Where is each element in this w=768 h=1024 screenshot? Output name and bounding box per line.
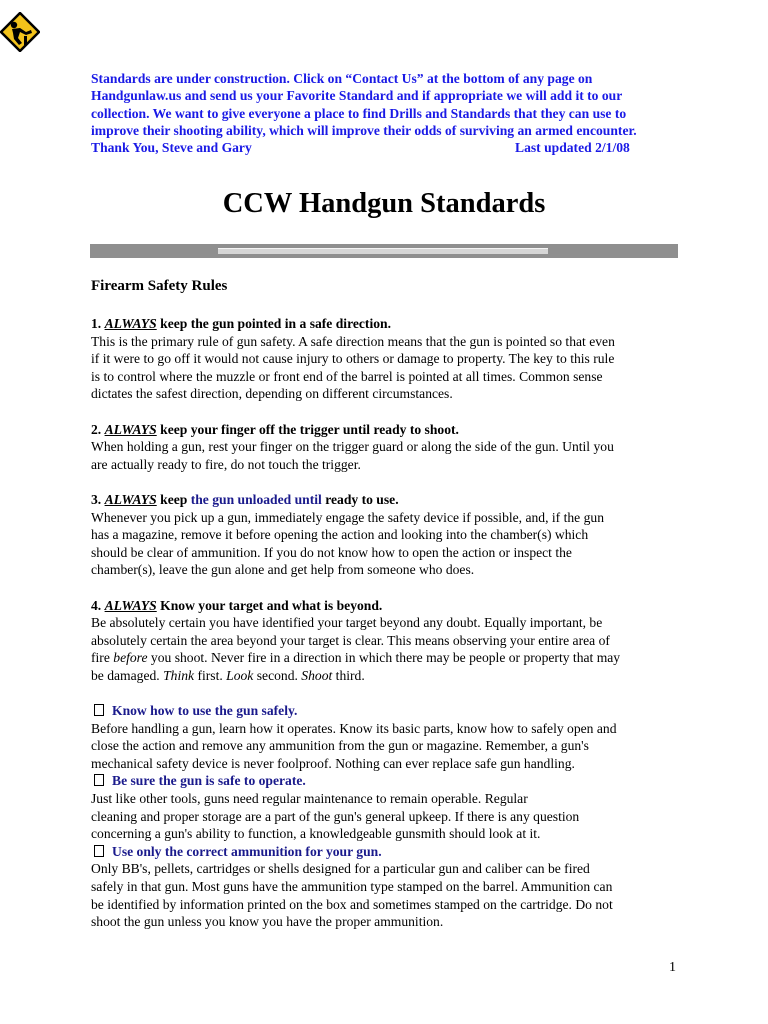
notice-line: improve their shooting ability, which will improve their odds of surviving an armed encounter. bbox=[91, 122, 637, 138]
body-line: cleaning and proper storage are a part of the gun's general upkeep. If there is any question bbox=[91, 808, 580, 824]
rule-title bbox=[91, 315, 681, 333]
horizontal-rule bbox=[90, 244, 678, 258]
rule-number: 4. bbox=[91, 597, 102, 613]
body-line: When holding a gun, rest your finger on the trigger guard or along the side of the gun. Until you bbox=[91, 439, 614, 455]
body-line: dictates the safest direction, depending on different circumstances. bbox=[91, 386, 453, 402]
rule-title-text: keep bbox=[156, 491, 191, 507]
always-emphasis: ALWAYS bbox=[104, 316, 157, 331]
rule-title-text: keep the gun pointed in a safe direction. bbox=[156, 316, 391, 331]
always-emphasis: ALWAYS bbox=[104, 421, 157, 437]
body-line: chamber(s), leave the gun alone and get help from someone who does. bbox=[91, 562, 475, 578]
rule-body bbox=[91, 614, 681, 684]
body-line: if it were to go off it would not cause injury to others or damage to property. The key to this rule bbox=[91, 351, 615, 367]
tip-title: Know how to use the gun safely. bbox=[91, 702, 681, 720]
rule-body bbox=[91, 333, 681, 403]
tip-body bbox=[91, 860, 681, 930]
body-line: safely in that gun. Most guns have the ammunition type stamped on the barrel. Ammunition can bbox=[91, 879, 613, 894]
rule-title bbox=[91, 421, 681, 439]
rule-number: 1. bbox=[91, 316, 102, 331]
rule-title bbox=[91, 491, 681, 509]
notice-line: Handgunlaw.us and send us your Favorite Standard and if appropriate we will add it to our bbox=[91, 88, 623, 104]
body-line: should be clear of ammunition. If you do not know how to open the action or inspect the bbox=[91, 544, 572, 560]
body-line: Be absolutely certain you have identified your target beyond any doubt. Equally important, be bbox=[91, 615, 603, 631]
rule-body bbox=[91, 509, 681, 579]
body-line: absolutely certain the area beyond your target is clear. This means observing your entire area of bbox=[91, 632, 610, 648]
checkbox-glyph-icon bbox=[94, 704, 104, 716]
shooter-warning-sign-icon bbox=[0, 12, 40, 52]
body-line: shoot the gun unless you know you have the proper ammunition. bbox=[91, 914, 444, 930]
rule-title-text: keep your finger off the trigger until ready to shoot. bbox=[156, 421, 459, 437]
rule-number: 3. bbox=[91, 491, 102, 507]
rule-title-link-text: the gun unloaded until bbox=[190, 491, 322, 507]
body-line: Before handling a gun, learn how it operates. Know its basic parts, know how to safely open and bbox=[91, 720, 617, 736]
always-emphasis: ALWAYS bbox=[104, 597, 157, 613]
construction-notice bbox=[91, 70, 651, 156]
horizontal-rule-highlight bbox=[218, 248, 548, 254]
tip-title: Use only the correct ammunition for your gun. bbox=[91, 843, 681, 861]
body-line: concerning a gun's ability to function, a knowledgeable gunsmith should look at it. bbox=[91, 826, 541, 842]
rule-body bbox=[91, 438, 681, 473]
notice-line: collection. We want to give everyone a place to find Drills and Standards that they can use to bbox=[91, 105, 627, 121]
body-line: be identified by information printed on the box and sometimes stamped on the cartridge. Do not bbox=[91, 896, 613, 912]
checkbox-glyph-icon bbox=[94, 845, 104, 857]
last-updated: Last updated 2/1/08 bbox=[515, 140, 630, 156]
body-line: Only BB's, pellets, cartridges or shells designed for a particular gun and caliber can be fired bbox=[91, 861, 590, 877]
section-heading: Firearm Safety Rules bbox=[91, 278, 228, 294]
notice-signoff: Thank You, Steve and Gary bbox=[91, 140, 252, 156]
page-title: CCW Handgun Standards bbox=[222, 188, 546, 219]
body-line: Whenever you pick up a gun, immediately engage the safety device if possible, and, if the gun bbox=[91, 509, 604, 525]
document-body bbox=[91, 276, 681, 931]
rule-title-text: ready to use. bbox=[321, 491, 399, 507]
notice-signoff-row bbox=[91, 139, 651, 156]
page-number: 1 bbox=[669, 960, 676, 975]
body-line: is to control where the muzzle or front end of the barrel is pointed at all times. Common sense bbox=[91, 368, 603, 384]
body-line: close the action and remove any ammunition from the gun or magazine. Remember, a gun's bbox=[91, 738, 589, 754]
body-line: Just like other tools, guns need regular maintenance to remain operable. Regular bbox=[91, 791, 528, 807]
body-line: mechanical safety device is never foolproof. Nothing can ever replace safe gun handling. bbox=[91, 755, 575, 771]
body-line: are actually ready to fire, do not touch the trigger. bbox=[91, 456, 361, 472]
rule-number: 2. bbox=[91, 421, 102, 437]
body-line: fire before you shoot. Never fire in a direction in which there may be people or property that may bbox=[91, 650, 621, 666]
rule-title-text: Know your target and what is beyond. bbox=[156, 597, 383, 613]
tip-body bbox=[91, 720, 681, 773]
rule-title bbox=[91, 597, 681, 615]
body-line: be damaged. Think first. Look second. Shoot third. bbox=[91, 667, 365, 683]
body-line: This is the primary rule of gun safety. A safe direction means that the gun is pointed so that even bbox=[91, 333, 615, 349]
tip-body bbox=[91, 790, 681, 843]
tip-title: Be sure the gun is safe to operate. bbox=[91, 772, 681, 790]
body-line: has a magazine, remove it before opening the action and looking into the chamber(s) which bbox=[91, 527, 589, 543]
notice-line: Standards are under construction. Click on “Contact Us” at the bottom of any page on bbox=[91, 71, 593, 86]
checkbox-glyph-icon bbox=[94, 774, 104, 786]
always-emphasis: ALWAYS bbox=[104, 491, 157, 507]
